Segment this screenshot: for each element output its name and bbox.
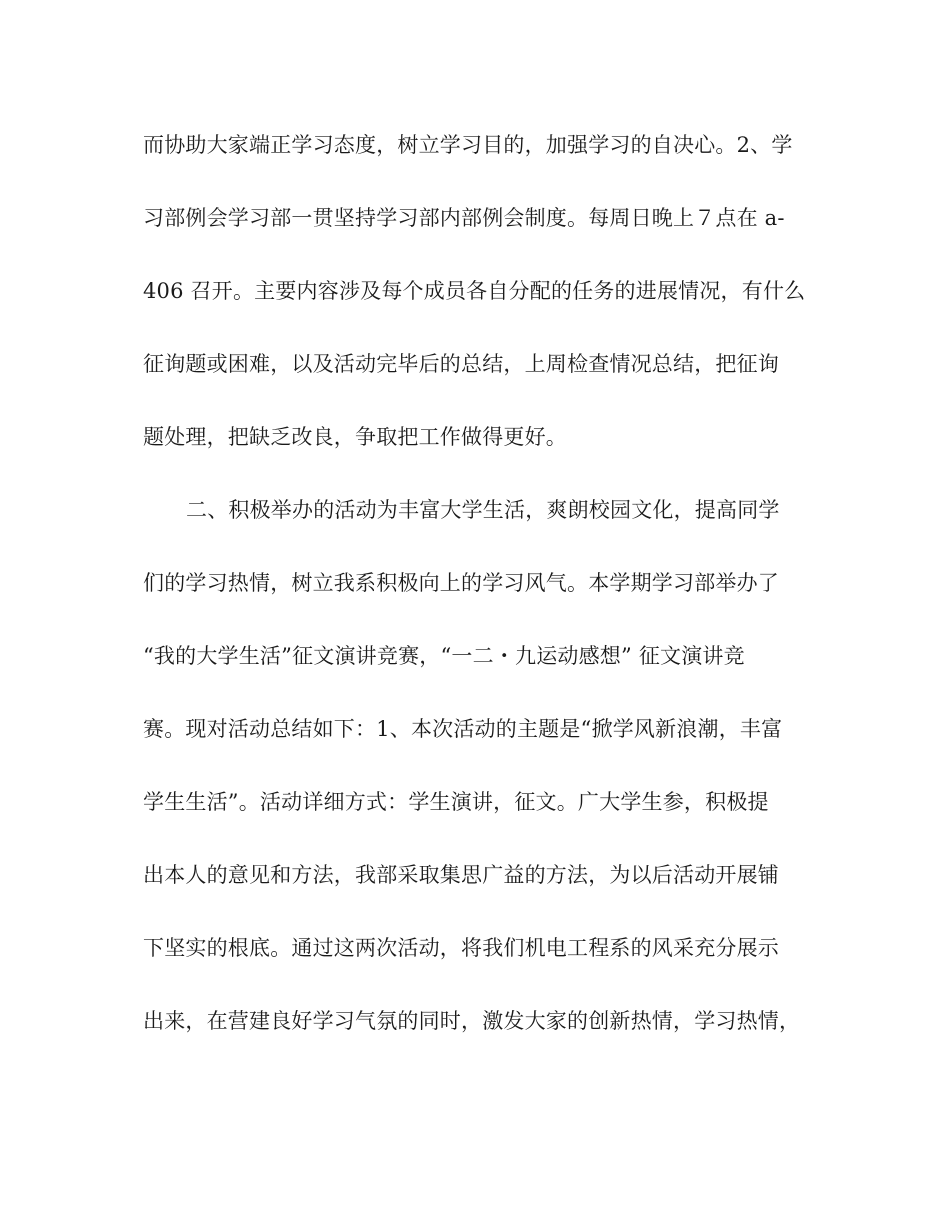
text-line: “我的大学生活”征文演讲竞赛，“一二・九运动感想” 征文演讲竞 (143, 644, 745, 668)
text-line: 们的学习热情，树立我系积极向上的学习风气。本学期学习部举办了 (143, 571, 779, 595)
text-line: 下坚实的根底。通过这两次活动，将我们机电工程系的风采充分展示 (143, 936, 779, 960)
text-line: 二、积极举办的活动为丰富大学生活，爽朗校园文化，提高同学 (186, 498, 780, 522)
text-line: 习部例会学习部一贯坚持学习部内部例会制度。每周日晚上７点在 a- (143, 206, 785, 230)
text-line: 题处理，把缺乏改良，争取把工作做得更好。 (143, 425, 567, 449)
text-line: 406 召开。主要内容涉及每个成员各自分配的任务的进展情况，有什么 (143, 279, 806, 303)
text-line: 而协助大家端正学习态度，树立学习目的，加强学习的自决心。2、学 (143, 133, 793, 157)
text-line: 征询题或困难，以及活动完毕后的总结，上周检查情况总结，把征询 (143, 352, 779, 376)
text-line: 学生生活”。活动详细方式：学生演讲，征文。广大学生参，积极提 (143, 790, 769, 814)
text-line: 出本人的意见和方法，我部采取集思广益的方法，为以后活动开展铺 (143, 863, 779, 887)
text-line: 赛。现对活动总结如下：1、本次活动的主题是“掀学风新浪潮，丰富 (143, 717, 783, 741)
text-line: 出来，在营建良好学习气氛的同时，激发大家的创新热情，学习热情， (143, 1009, 801, 1033)
